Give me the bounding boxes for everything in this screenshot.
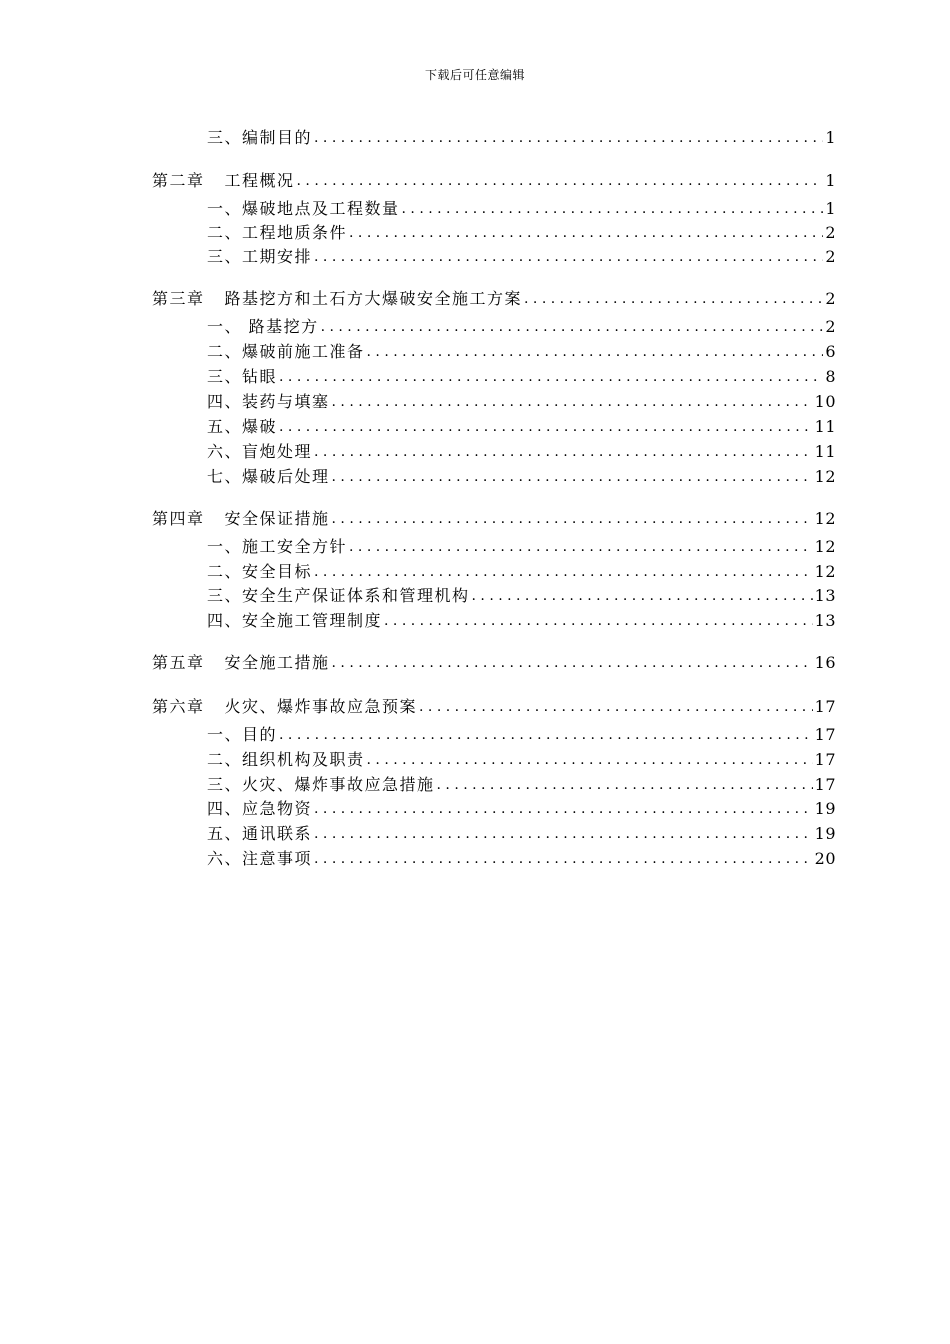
toc-page-number: 8	[825, 367, 836, 386]
toc-dot-leader	[332, 392, 813, 412]
toc-dot-leader	[402, 199, 824, 219]
toc-page-number: 19	[814, 824, 836, 843]
toc-entry-number: 第六章	[152, 697, 205, 716]
toc-dot-leader	[349, 223, 823, 243]
toc-entry-number: 四、	[207, 611, 243, 630]
toc-page-number: 12	[814, 562, 836, 581]
toc-dot-leader	[279, 417, 813, 437]
toc-page-number: 19	[814, 799, 836, 818]
toc-dot-leader	[314, 824, 813, 844]
toc-entry-label	[207, 611, 382, 631]
toc-dot-leader	[437, 775, 813, 795]
toc-entry-title: 路基挖方	[242, 317, 319, 336]
toc-entry-title: 应急物资	[242, 799, 313, 818]
toc-section-entry[interactable]	[207, 822, 836, 844]
toc-entry-number: 六、	[207, 442, 243, 461]
toc-entry-title: 组织机构及职责	[242, 750, 365, 769]
toc-dot-leader	[367, 750, 813, 770]
toc-page-number: 1	[825, 171, 836, 190]
toc-entry-label	[207, 199, 400, 219]
toc-page-number: 2	[825, 223, 836, 242]
toc-dot-leader	[314, 799, 813, 819]
toc-section-entry[interactable]	[207, 415, 836, 437]
toc-entry-title: 工期安排	[242, 247, 313, 266]
toc-entry-label	[207, 467, 330, 487]
toc-entry-label	[152, 653, 330, 673]
toc-entry-number: 第四章	[152, 509, 205, 528]
toc-entry-number: 五、	[207, 824, 243, 843]
toc-page-number: 1	[825, 128, 836, 147]
toc-entry-title: 爆破地点及工程数量	[242, 199, 400, 218]
toc-entry-title: 火灾、爆炸事故应急措施	[242, 775, 435, 794]
toc-entry-label	[207, 417, 277, 437]
toc-entry-title: 安全保证措施	[224, 509, 330, 528]
toc-chapter-entry[interactable]	[152, 287, 836, 309]
toc-entry-label	[152, 509, 330, 529]
toc-section-entry[interactable]	[207, 847, 836, 869]
toc-entry-title: 施工安全方针	[242, 537, 348, 556]
toc-entry-label	[207, 247, 312, 267]
toc-dot-leader	[314, 849, 813, 869]
toc-page-number: 2	[825, 289, 836, 308]
toc-entry-number: 五、	[207, 417, 243, 436]
toc-entry-label	[207, 586, 470, 606]
toc-page-number: 10	[814, 392, 836, 411]
toc-page-number: 12	[814, 509, 836, 528]
toc-entry-label	[207, 367, 277, 387]
toc-entry-label	[207, 223, 347, 243]
toc-section-entry[interactable]	[207, 584, 836, 606]
toc-entry-number: 一、	[207, 199, 243, 218]
toc-entry-number: 三、	[207, 247, 243, 266]
toc-section-entry[interactable]	[207, 560, 836, 582]
toc-entry-label	[207, 442, 312, 462]
toc-dot-leader	[349, 537, 813, 557]
toc-entry-title: 路基挖方和土石方大爆破安全施工方案	[224, 289, 523, 308]
toc-entry-title: 安全施工措施	[224, 653, 330, 672]
toc-chapter-entry[interactable]	[152, 169, 836, 191]
toc-section-entry[interactable]	[207, 340, 836, 362]
toc-entry-number: 四、	[207, 392, 243, 411]
toc-entry-number: 二、	[207, 750, 243, 769]
toc-chapter-entry[interactable]	[152, 507, 836, 529]
toc-section-entry[interactable]	[207, 535, 836, 557]
toc-entry-title: 装药与填塞	[242, 392, 330, 411]
toc-page-number: 2	[825, 247, 836, 266]
toc-section-entry[interactable]	[207, 126, 836, 148]
toc-entry-title: 编制目的	[242, 128, 313, 147]
toc-entry-number: 第二章	[152, 171, 205, 190]
toc-chapter-entry[interactable]	[152, 651, 836, 673]
toc-entry-number: 一、	[207, 537, 243, 556]
toc-entry-title: 目的	[242, 725, 278, 744]
toc-entry-label	[152, 289, 522, 309]
toc-dot-leader	[279, 725, 813, 745]
toc-entry-label	[207, 775, 435, 795]
toc-section-entry[interactable]	[207, 609, 836, 631]
toc-dot-leader	[314, 128, 823, 148]
toc-dot-leader	[314, 562, 813, 582]
toc-entry-label	[207, 562, 312, 582]
toc-entry-title: 注意事项	[242, 849, 313, 868]
toc-entry-label	[207, 537, 347, 557]
toc-section-entry[interactable]	[207, 748, 836, 770]
toc-entry-label	[207, 128, 312, 148]
toc-page-number: 20	[814, 849, 836, 868]
toc-dot-leader	[384, 611, 813, 631]
toc-entry-title: 安全目标	[242, 562, 313, 581]
toc-page-number: 13	[814, 586, 836, 605]
toc-entry-number: 四、	[207, 799, 243, 818]
toc-entry-number: 三、	[207, 367, 243, 386]
toc-page-number: 12	[814, 537, 836, 556]
toc-entry-title: 盲炮处理	[242, 442, 313, 461]
toc-entry-title: 安全生产保证体系和管理机构	[242, 586, 470, 605]
toc-dot-leader	[332, 509, 813, 529]
toc-entry-number: 一、	[207, 317, 243, 336]
toc-page-number: 13	[814, 611, 836, 630]
toc-section-entry[interactable]	[207, 315, 836, 337]
toc-entry-label	[207, 392, 330, 412]
toc-page-number: 11	[814, 442, 836, 461]
toc-page-number: 16	[814, 653, 836, 672]
toc-entry-number: 三、	[207, 128, 243, 147]
toc-entry-label	[152, 697, 417, 717]
toc-entry-label	[207, 799, 312, 819]
toc-section-entry[interactable]	[207, 390, 836, 412]
toc-dot-leader	[321, 317, 824, 337]
toc-entry-number: 第五章	[152, 653, 205, 672]
toc-section-entry[interactable]	[207, 440, 836, 462]
toc-entry-number: 二、	[207, 562, 243, 581]
toc-dot-leader	[297, 171, 824, 191]
page-header: 下载后可任意编辑	[424, 68, 525, 82]
toc-page-number: 12	[814, 467, 836, 486]
toc-page-number: 11	[814, 417, 836, 436]
toc-dot-leader	[524, 289, 823, 309]
toc-entry-title: 火灾、爆炸事故应急预案	[224, 697, 418, 716]
toc-page-number: 6	[825, 342, 836, 361]
toc-entry-label	[207, 725, 277, 745]
toc-entry-title: 钻眼	[242, 367, 278, 386]
toc-dot-leader	[419, 697, 813, 717]
toc-entry-number: 第三章	[152, 289, 205, 308]
toc-section-entry[interactable]	[207, 723, 836, 745]
toc-page-number: 17	[814, 725, 836, 744]
toc-entry-title: 通讯联系	[242, 824, 313, 843]
toc-entry-label	[207, 750, 365, 770]
toc-entry-label	[207, 849, 312, 869]
toc-entry-number: 一、	[207, 725, 243, 744]
toc-entry-number: 七、	[207, 467, 243, 486]
toc-entry-number: 二、	[207, 342, 243, 361]
toc-entry-title: 工程地质条件	[242, 223, 348, 242]
toc-entry-number: 二、	[207, 223, 243, 242]
toc-page-number: 17	[814, 775, 836, 794]
toc-section-entry[interactable]	[207, 365, 836, 387]
toc-entry-title: 工程概况	[224, 171, 295, 190]
toc-page-number: 17	[814, 750, 836, 769]
toc-entry-label	[207, 342, 365, 362]
toc-dot-leader	[332, 653, 813, 673]
toc-dot-leader	[279, 367, 823, 387]
toc-dot-leader	[367, 342, 824, 362]
toc-section-entry[interactable]	[207, 797, 836, 819]
toc-chapter-entry[interactable]	[152, 695, 836, 717]
toc-entry-label	[152, 171, 295, 191]
toc-page-number: 2	[825, 317, 836, 336]
toc-entry-label	[207, 824, 312, 844]
toc-dot-leader	[472, 586, 813, 606]
toc-entry-title: 安全施工管理制度	[242, 611, 383, 630]
toc-entry-number: 三、	[207, 775, 243, 794]
toc-entry-title: 爆破	[242, 417, 278, 436]
toc-entry-number: 三、	[207, 586, 243, 605]
toc-page-number: 1	[825, 199, 836, 218]
toc-dot-leader	[314, 247, 823, 267]
toc-section-entry[interactable]	[207, 221, 836, 243]
toc-dot-leader	[332, 467, 813, 487]
toc-section-entry[interactable]	[207, 465, 836, 487]
toc-section-entry[interactable]	[207, 245, 836, 267]
toc-dot-leader	[314, 442, 813, 462]
toc-section-entry[interactable]	[207, 773, 836, 795]
toc-entry-number: 六、	[207, 849, 243, 868]
toc-entry-label	[207, 317, 319, 337]
toc-section-entry[interactable]	[207, 197, 836, 219]
toc-entry-title: 爆破后处理	[242, 467, 330, 486]
toc-page-number: 17	[814, 697, 836, 716]
toc-entry-title: 爆破前施工准备	[242, 342, 365, 361]
